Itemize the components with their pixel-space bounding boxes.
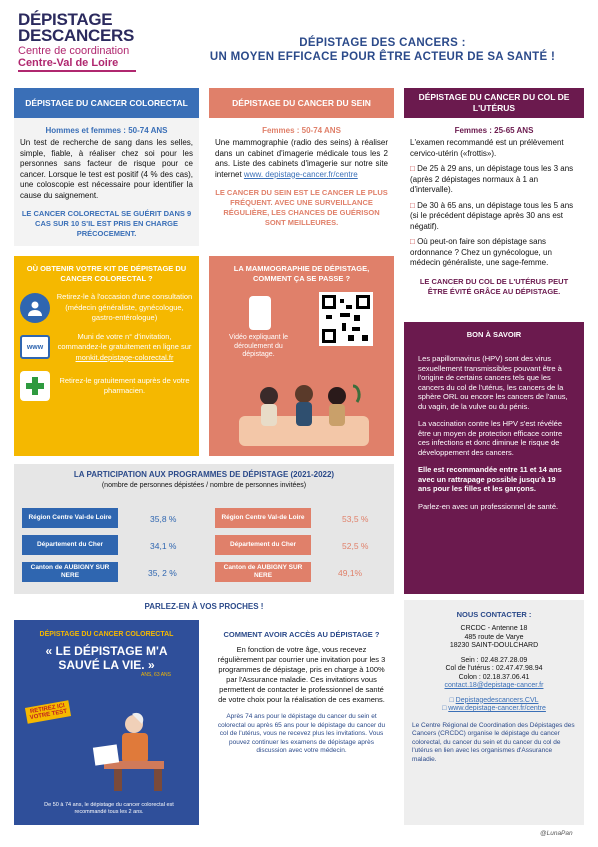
mammo-box: [209, 256, 394, 456]
savoir-p1: Les papillomavirus (HPV) sont des virus sexuellement transmissibles pouvant être à l'origine de certains cancers tels que les cancers du col de l'utérus, les cancers de la sphère ORL ou encore les cancers de l'anus, du vagin, de la vulve ou du pénis.: [418, 354, 568, 411]
stat-label: Département du Cher: [22, 535, 118, 555]
people-illustration: [229, 366, 379, 452]
savoir-box: [404, 322, 584, 594]
savoir-title: BON À SAVOIR: [466, 330, 522, 339]
kit-box: [14, 256, 199, 456]
page-title: [175, 36, 590, 64]
contact-title: NOUS CONTACTER :: [456, 610, 532, 619]
logo-line2: DESCANCERS: [18, 26, 135, 45]
contact-colon: Colon : 02.18.37.06.41: [458, 673, 530, 681]
uterus-item: □ Où peut-on faire son dépistage sans ordonnance ? Chez un gynécologue, un médecin généraliste, une sage-femme.: [410, 237, 552, 267]
sein-section: [209, 118, 394, 246]
savoir-p3: Elle est recommandée entre 11 et 14 ans avec un rattrapage possible jusqu'à 19 ans pour les filles et les garçons.: [418, 465, 562, 493]
proches-heading: PARLEZ-EN À VOS PROCHES !: [144, 602, 264, 611]
uterus-audience: Femmes : 25-65 ANS: [454, 126, 534, 135]
logo-line4: Centre-Val de Loire: [18, 57, 119, 69]
colorectal-emphasis: LE CANCER COLORECTAL SE GUÉRIT DANS 9 CAS SUR 10 S'IL EST PRIS EN CHARGE PRÉCOCEMENT.: [21, 209, 192, 238]
stat-value: 35,8 %: [150, 514, 177, 524]
kit-item: Retirez-le gratuitement auprès de votre pharmacien.: [20, 371, 193, 401]
logo-underline: [18, 70, 136, 72]
poster-top: DÉPISTAGE DU CANCER COLORECTAL: [39, 631, 174, 638]
stat-value: 53,5 %: [342, 514, 369, 524]
participation-subtitle: (nombre de personnes dépistées / nombre de personnes invitées): [101, 482, 307, 489]
contact-box: [404, 600, 584, 825]
colorectal-audience: Hommes et femmes : 50-74 ANS: [45, 126, 168, 135]
sein-header: DÉPISTAGE DU CANCER DU SEIN: [209, 88, 394, 118]
acces-box: [209, 620, 394, 825]
uterus-item: □ De 25 à 29 ans, un dépistage tous les 3 ans (après 2 dépistages normaux à 1 an d'intervalle).: [410, 164, 574, 194]
uterus-item: □ De 30 à 65 ans, un dépistage tous les 5 ans (si le précédent dépistage après 30 ans est négatif).: [410, 200, 574, 231]
reader-illustration: [74, 706, 184, 796]
checkbox-icon: □: [442, 705, 449, 712]
acces-p1: En fonction de votre âge, vous recevez régulièrement par courrier une invitation pour les 3 programmes de dépistage, pris en charge à 100% par l'Assurance maladie. Ces invitations vous permettent de contacter le professionnel de santé de votre choix pour la réalisation de ces examens.: [217, 645, 386, 704]
kit-item: Retirez-le à l'occasion d'une consultation (médecin généraliste, gynécologue, gastro-entérologue): [20, 292, 193, 324]
acces-title: COMMENT AVOIR ACCÈS AU DÉPISTAGE ?: [223, 630, 380, 639]
qr-code[interactable]: [319, 292, 373, 346]
mammo-video-text: Vidéo expliquant le déroulement du dépistage.: [228, 334, 289, 358]
kit-title: OÙ OBTENIR VOTRE KIT DE DÉPISTAGE DU CANCER COLORECTAL ?: [26, 264, 187, 283]
contact-email[interactable]: contact.18@depistage-cancer.fr: [444, 682, 544, 689]
uterus-header: DÉPISTAGE DU CANCER DU COL DE L'UTÉRUS: [404, 88, 584, 118]
stat-value: 49,1%: [338, 568, 363, 578]
pharmacy-icon: [20, 371, 50, 401]
stat-value: 35, 2 %: [148, 568, 177, 578]
contact-footer: Le Centre Régional de Coordination des Dépistages des Cancers (CRCDC) organise le dépistage du cancer colorectal, du cancer du sein et du cancer du col de l'utérus en lien avec les organismes d'Assurance maladie.: [412, 721, 575, 763]
poster-bottom: De 50 à 74 ans, le dépistage du cancer colorectal est recommandé tous les 2 ans.: [44, 802, 174, 815]
sein-audience: Femmes : 50-74 ANS: [262, 126, 341, 135]
acces-p2: Après 74 ans pour le dépistage du cancer du sein et colorectal ou après 65 ans pour le dépistage du cancer du col de l'utérus, vous ne recevez plus les invitations. Vous pouvez continuer les examens de dépistage après discussion avec votre médecin.: [217, 713, 386, 754]
uterus-intro: L'examen recommandé est un prélèvement cervico-utérin («frottis»).: [410, 138, 564, 158]
checkbox-icon: □: [449, 696, 456, 704]
phone-icon: [249, 296, 271, 330]
colorectal-section: [14, 118, 199, 246]
sein-link[interactable]: www. depistage-cancer.fr/centre: [243, 169, 358, 179]
credit: @LunaPan: [540, 830, 573, 837]
poster-stamp: RETIREZ ICI VOTRE TEST: [25, 700, 71, 723]
poster-quote: « LE DÉPISTAGE M'A SAUVÉ LA VIE. »: [45, 644, 168, 672]
uterus-emphasis: LE CANCER DU COL DE L'UTÉRUS PEUT ÊTRE ÉVITÉ GRÂCE AU DÉPISTAGE.: [419, 276, 569, 296]
contact-org: CRCDC - Antenne 18: [460, 625, 528, 632]
kit-link[interactable]: monkit.depistage-colorectal.fr: [75, 352, 174, 362]
poster-box: [14, 620, 199, 825]
web-icon: www: [20, 335, 50, 359]
stat-label: Canton de AUBIGNY SUR NERE: [22, 562, 118, 582]
contact-city: 18230 SAINT-DOULCHARD: [449, 642, 539, 649]
poster-age: ANS, 63 ANS: [140, 672, 171, 678]
colorectal-text: Un test de recherche de sang dans les selles, simple, fiable, à réaliser chez soi pour les personnes sans facteur de risque pour ce cancer. Lorsque le test est positif (4 % des cas), une coloscopie est nécessaire pour identifier la cause du saignement.: [20, 138, 193, 200]
stat-label: Département du Cher: [215, 535, 311, 555]
title-line2: UN MOYEN EFFICACE POUR ÊTRE ACTEUR DE SA SANTÉ !: [209, 51, 556, 63]
kit-item: www Muni de votre n° d'invitation, commandez-le gratuitement en ligne sur monkit.depistage-colorectal.fr: [20, 332, 193, 364]
savoir-p4: Parlez-en avec un professionnel de santé.: [418, 501, 559, 511]
sein-emphasis: LE CANCER DU SEIN EST LE CANCER LE PLUS FRÉQUENT. AVEC UNE SURVEILLANCE RÉGULIÈRE, LES CHANCES DE GUÉRISON SONT MEILLEURES.: [215, 188, 388, 227]
mammo-title: LA MAMMOGRAPHIE DE DÉPISTAGE, COMMENT ÇA SE PASSE ?: [233, 264, 370, 283]
logo-line1: DÉPISTAGE: [18, 10, 113, 29]
stat-value: 52,5 %: [342, 541, 369, 551]
contact-web[interactable]: □ www.depistage-cancer.fr/centre: [442, 705, 546, 712]
stat-label: Région Centre Val-de Loire: [22, 508, 118, 528]
sein-text: Une mammographie (radio des seins) à réaliser dans un cabinet d'imagerie médicale tous les 2 ans. Liste des cabinets d'imagerie sur notre site internet: [215, 138, 388, 179]
uterus-section: [404, 118, 584, 316]
stat-label: Région Centre Val-de Loire: [215, 508, 311, 528]
stat-label: Canton de AUBIGNY SUR NERE: [215, 562, 311, 582]
contact-sein: Sein : 02.48.27.28.09: [460, 656, 528, 664]
contact-street: 485 route de Varye: [464, 633, 524, 641]
contact-col: Col de l'utérus : 02.47.47.98.94: [445, 665, 543, 672]
logo-line3: Centre de coordination: [18, 45, 130, 57]
colorectal-header: DÉPISTAGE DU CANCER COLORECTAL: [14, 88, 199, 118]
stat-value: 34,1 %: [150, 541, 177, 551]
contact-social[interactable]: □ Depistagedescancers.CVL: [449, 696, 539, 704]
title-line1: DÉPISTAGE DES CANCERS :: [299, 37, 466, 49]
participation-title: LA PARTICIPATION AUX PROGRAMMES DE DÉPISTAGE (2021-2022): [73, 470, 335, 479]
savoir-p2: La vaccination contre les HPV s'est révélée être un moyen de protection efficace contre ces infections et donc diminue le risque de développement des cancers.: [418, 419, 563, 457]
doctor-icon: [20, 293, 50, 323]
